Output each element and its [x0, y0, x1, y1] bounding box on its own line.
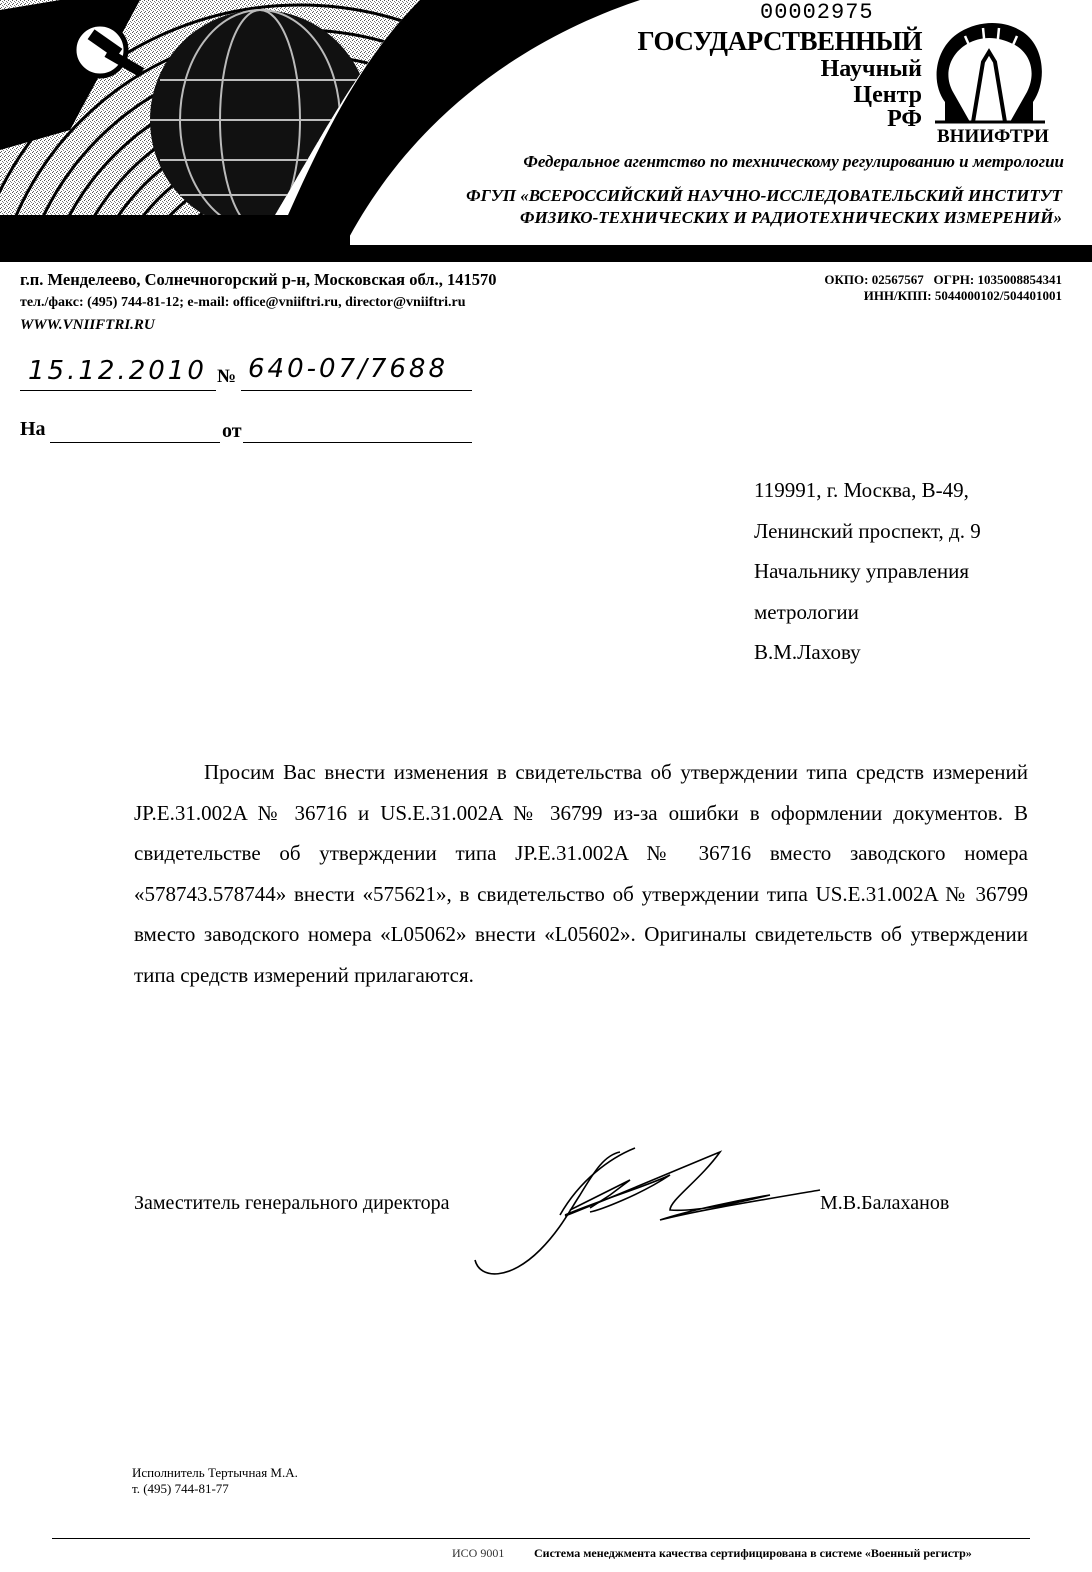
organization-name-line1: ФГУП «ВСЕРОССИЙСКИЙ НАУЧНО-ИССЛЕДОВАТЕЛЬСКИЙ ИНСТИТУТ	[466, 186, 1062, 205]
ot-label: от	[222, 420, 242, 442]
signature-icon	[470, 1140, 830, 1280]
number-label: №	[217, 366, 237, 387]
center-title-line3: Центр	[853, 82, 922, 108]
center-title-line2: Научный	[820, 56, 922, 82]
executor-name: Исполнитель Тертычная М.А.	[132, 1465, 298, 1480]
inn-kpp: ИНН/КПП: 5044000102/504401001	[863, 288, 1062, 303]
iso-label: ИСО 9001	[452, 1546, 505, 1560]
website-link[interactable]: WWW.VNIIFTRI.RU	[20, 317, 155, 333]
signatory-name: М.В.Балаханов	[820, 1192, 950, 1214]
letter-body	[134, 752, 1028, 995]
signatory-title: Заместитель генерального директора	[134, 1192, 450, 1214]
na-label: На	[20, 418, 46, 440]
body-paragraph: Просим Вас внести изменения в свидетельства об утверждении типа средств измерений JP.E.31.002A № 36716 и US.E.31.002A № 36799 из-за ошибки в оформлении документов. В свидетельстве об утверждении типа JP.E.31.002A № 36716 вместо заводского номера «578743.578744» внести «575621», в свидетельство об утверждении типа US.E.31.002A № 36799 вместо заводского номера «L05062» внести «L05602». Оригиналы свидетельств об утверждении типа средств измерений прилагаются.	[134, 760, 1028, 987]
phone-email: тел./факс: (495) 744-81-12; e-mail: office@vniiftri.ru, director@vniiftri.ru	[20, 295, 466, 310]
recipient-block	[754, 470, 981, 673]
registration-number: 640-07/7688	[248, 354, 449, 384]
footer-divider	[52, 1538, 1030, 1539]
organization-name-line2: ФИЗИКО-ТЕХНИЧЕСКИХ И РАДИОТЕХНИЧЕСКИХ ИЗМЕРЕНИЙ»	[520, 208, 1062, 227]
okpo-ogrn: ОКПО: 02567567 ОГРН: 1035008854341	[824, 272, 1062, 287]
logo-label: ВНИИФТРИ	[937, 126, 1049, 147]
vniiftri-omega-logo	[935, 22, 1045, 127]
quality-certification-note: Система менеджмента качества сертифицирована в системе «Военный регистр»	[534, 1546, 972, 1560]
recipient-line: 119991, г. Москва, В-49,	[754, 478, 969, 502]
ot-field	[243, 420, 472, 443]
center-title-line1: ГОСУДАРСТВЕННЫЙ	[637, 26, 922, 56]
recipient-line: метрологии	[754, 599, 859, 624]
executor-phone: т. (495) 744-81-77	[132, 1481, 229, 1496]
center-title-line4: РФ	[887, 106, 922, 132]
agency-name: Федеральное агентство по техническому регулированию и метрологии	[523, 152, 1064, 171]
serial-number: 00002975	[760, 0, 874, 25]
recipient-line: Начальнику управления	[754, 559, 970, 583]
recipient-line: Ленинский проспект, д. 9	[754, 518, 981, 543]
registration-date: 15.12.2010	[28, 356, 207, 386]
na-field	[50, 420, 220, 443]
recipient-line: В.М.Лахову	[754, 640, 861, 664]
postal-address: г.п. Менделеево, Солнечногорский р-н, Московская обл., 141570	[20, 270, 497, 289]
